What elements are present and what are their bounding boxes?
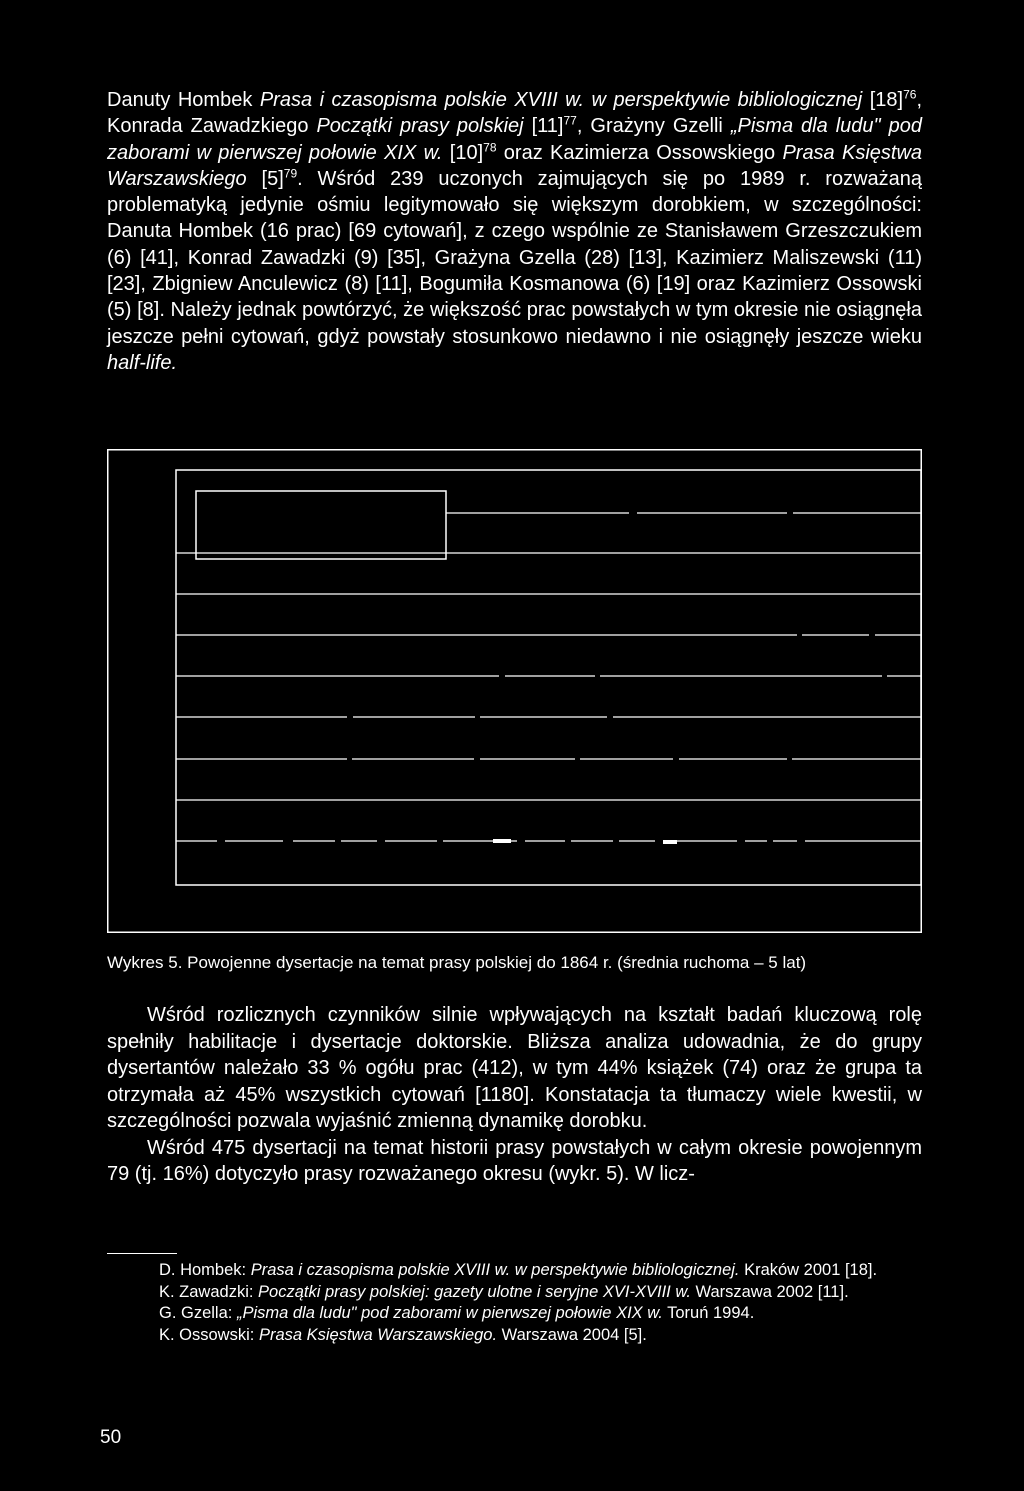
term-half-life: half-life. — [107, 351, 178, 374]
gridlines — [176, 513, 921, 841]
footnote-title: „Pisma dla ludu" pod zaborami w pierwszej połowie XIX w. — [236, 1304, 663, 1322]
footnote-ref: 78 — [483, 139, 497, 154]
footnote-imprint: Warszawa 2004 [5]. — [497, 1325, 647, 1344]
chart-outer-border — [108, 450, 922, 933]
gridline-gaps — [217, 507, 887, 847]
plot-area-border — [176, 470, 921, 885]
footnote-78 — [107, 1303, 922, 1325]
footnote-author: K. Ossowski: — [159, 1325, 259, 1344]
footnote-imprint: Kraków 2001 [18]. — [739, 1261, 878, 1279]
footnote-77 — [107, 1282, 922, 1304]
text-run: Wśród 475 dysertacji na temat historii prasy powstałych w całym okresie powojennym 79 (tj. 16%) dotyczyło prasy rozważanego okresu (wykr. 5). W licz- — [107, 1136, 922, 1185]
book-title: Prasa i czasopisma polskie XVIII w. w perspektywie bibliologicznej — [259, 89, 863, 111]
text-run: , Grażyny Gzelli — [576, 115, 731, 138]
footnote-imprint: Warszawa 2002 [11]. — [690, 1282, 849, 1301]
text-run: . Wśród 239 uczonych zajmujących się po 1989 r. rozważaną problematyką jedynie ośmiu legitymowało się większym dorobkiem, w szczególności: Danuta Hombek (16 prac) [69 cytowań], z czego wspólnie ze Stanisławem Grzeszczukiem (6) [41], Konrad Zawadzki (9) [35], Grażyna Gzella (28) [13], Kazimierz Maliszewski (11) [23], Zbigniew Anculewicz (8) [11], Bogumiła Kosmanowa (6) [19] oraz Kazimierz Ossowski (5) [8]. Należy jednak powtórzyć, że większość prac powstałych w tym okresie nie osiągnęła jeszcze pełni cytowań, gdyż powstały stosunkowo niedawno i nie osiągnęły jeszcze wieku — [107, 167, 923, 348]
text-run: , Konrada Zawadzkiego — [107, 89, 922, 138]
footnote-title: Początki prasy polskiej: gazety ulotne i seryjne XVI-XVIII w. — [258, 1282, 691, 1301]
page-number: 50 — [100, 1427, 122, 1448]
text-run: [11] — [523, 115, 564, 138]
footnote-separator — [107, 1253, 177, 1254]
text-run: oraz Kazimierza Ossowskiego — [496, 141, 783, 164]
footnote-ref: 79 — [283, 166, 298, 181]
footnote-author: G. Gzella: — [159, 1304, 237, 1322]
legend-box — [196, 491, 446, 559]
footnote-79 — [107, 1325, 922, 1347]
chart-frame — [107, 449, 922, 933]
book-title: Początki prasy polskiej — [316, 115, 524, 138]
text-run: [18] — [862, 89, 904, 111]
body-paragraph-2 — [107, 1002, 922, 1188]
book-title: „Pisma dla ludu" pod zaborami w pierwszej połowie XIX w. — [107, 115, 923, 164]
footnote-author: D. Hombek: — [159, 1261, 251, 1279]
footnote-76 — [107, 1260, 922, 1282]
footnote-ref: 76 — [903, 87, 917, 102]
footnote-author: K. Zawadzki: — [159, 1282, 259, 1301]
footnote-ref: 77 — [563, 113, 577, 128]
footnote-imprint: Toruń 1994. — [662, 1304, 755, 1322]
footnote-title: Prasa i czasopisma polskie XVIII w. w perspektywie bibliologicznej. — [250, 1261, 740, 1279]
text-run: Wśród rozlicznych czynników silnie wpływających na kształt badań kluczową rolę spełniły habilitacje i dysertacje doktorskie. Bliższa analiza udowadnia, że do grupy dysertantów należało 33 % ogółu prac (412), w tym 44% książek (74) oraz że grupa ta otrzymała aż 45% wszystkich cytowań [1180]. Konstatacja ta tłumaczy wiele kwestii, w szczególności pozwala wyjaśnić zmienną dynamikę dorobku. — [107, 1004, 922, 1132]
footnote-title: Prasa Księstwa Warszawskiego. — [258, 1325, 498, 1344]
text-run: [5] — [246, 167, 284, 190]
body-paragraph-1 — [107, 87, 922, 376]
text-run: Danuty Hombek — [107, 89, 260, 111]
footnotes — [107, 1260, 922, 1346]
text-run: [10] — [442, 141, 484, 164]
chart-caption: Wykres 5. Powojenne dysertacje na temat prasy polskiej do 1864 r. (średnia ruchoma – 5 lat) — [107, 953, 807, 972]
book-title: Prasa Księstwa Warszawskiego — [107, 141, 923, 190]
